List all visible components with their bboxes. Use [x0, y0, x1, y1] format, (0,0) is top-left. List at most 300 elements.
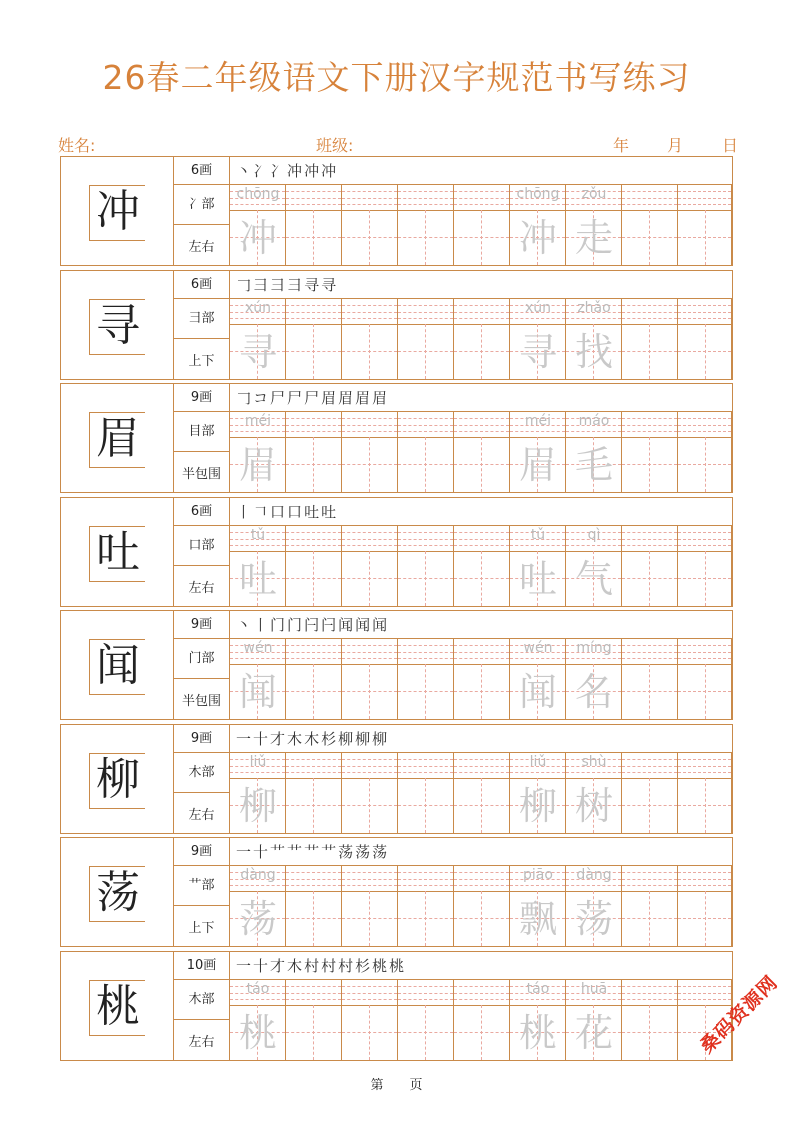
center-guide-h	[398, 1032, 453, 1033]
pinyin-guide-line	[622, 191, 677, 192]
pinyin-guide-line	[342, 652, 397, 653]
pinyin-guide-line	[286, 305, 341, 306]
pinyin-guide-line	[230, 431, 285, 432]
pinyin-guide-line	[398, 305, 453, 306]
radical: 门部	[174, 639, 230, 679]
grid-cell[interactable]	[510, 866, 566, 946]
grid-cell[interactable]	[566, 185, 622, 265]
stroke-step: 彐	[270, 276, 288, 294]
practice-row	[60, 837, 733, 947]
pinyin-guide-line	[454, 539, 509, 540]
stroke-step: 艹	[270, 843, 288, 861]
pinyin-guide-line	[286, 879, 341, 880]
grid-cell[interactable]	[678, 753, 732, 833]
center-guide-h	[454, 1032, 509, 1033]
stroke-step: 寻	[304, 276, 322, 294]
stroke-step: 柳	[338, 730, 356, 748]
pinyin-guide-line	[454, 305, 509, 306]
grid-cell[interactable]	[342, 639, 398, 719]
stroke-step: 尸	[287, 389, 305, 407]
stroke-count: 6画	[174, 271, 230, 299]
grid-cell[interactable]	[510, 753, 566, 833]
stroke-step: 村	[338, 957, 356, 975]
pinyin-guide-line	[678, 539, 731, 540]
watermark: 桑码资源网	[695, 971, 783, 1058]
pinyin-guide-line	[398, 885, 453, 886]
grid-cell[interactable]	[566, 299, 622, 379]
pinyin-guide-line	[678, 198, 731, 199]
pinyin-guide-line	[622, 532, 677, 533]
stroke-step: 桃	[372, 957, 390, 975]
grid-cell[interactable]	[454, 412, 510, 492]
stroke-step: 杉	[355, 957, 373, 975]
stroke-step: 荡	[372, 843, 390, 861]
grid-cell[interactable]	[230, 866, 286, 946]
grid-cell[interactable]	[566, 980, 622, 1060]
grid-cell[interactable]	[454, 526, 510, 606]
center-guide-h	[622, 1032, 677, 1033]
stroke-step: 十	[253, 730, 271, 748]
practice-row	[60, 270, 733, 380]
stroke-step: 彐	[287, 276, 305, 294]
pinyin-guide-line	[342, 658, 397, 659]
trace-char: 树	[574, 784, 613, 828]
main-char-cell	[61, 611, 174, 719]
main-char: 冲	[96, 186, 140, 237]
pinyin-guide-line	[398, 879, 453, 880]
trace-char: 柳	[238, 784, 277, 828]
grid-cell[interactable]	[510, 980, 566, 1060]
grid-cell[interactable]	[398, 412, 454, 492]
pinyin-guide-line	[342, 204, 397, 205]
pinyin-guide-line	[566, 999, 621, 1000]
stroke-order	[230, 384, 732, 412]
center-guide-h	[286, 918, 341, 919]
center-guide-h	[342, 805, 397, 806]
pinyin-guide-line	[678, 652, 731, 653]
center-guide-h	[398, 918, 453, 919]
pinyin: huā	[580, 981, 608, 997]
center-guide-h	[286, 691, 341, 692]
grid-cell[interactable]	[398, 639, 454, 719]
pinyin-guide-line	[622, 652, 677, 653]
center-guide-h	[454, 237, 509, 238]
pinyin-guide-line	[678, 425, 731, 426]
pinyin-guide-line	[622, 204, 677, 205]
main-char-cell	[61, 157, 174, 265]
radical: 口部	[174, 526, 230, 566]
pinyin-guide-line	[622, 885, 677, 886]
grid-cell[interactable]	[286, 412, 342, 492]
stroke-order	[230, 498, 732, 526]
stroke-step: 丨	[236, 503, 254, 521]
pinyin-guide-line	[342, 318, 397, 319]
pinyin-guide-line	[454, 885, 509, 886]
center-guide-h	[622, 351, 677, 352]
center-guide-h	[678, 691, 731, 692]
grid-cell[interactable]	[286, 753, 342, 833]
pinyin-guide-line	[566, 885, 621, 886]
center-guide-h	[286, 351, 341, 352]
pinyin-guide-line	[286, 872, 341, 873]
pinyin-guide-line	[678, 532, 731, 533]
grid-cell[interactable]	[286, 526, 342, 606]
pinyin-guide-line	[678, 305, 731, 306]
grid-cell[interactable]	[622, 980, 678, 1060]
grid-cell[interactable]	[566, 526, 622, 606]
pinyin-guide-line	[230, 885, 285, 886]
pinyin-guide-line	[286, 986, 341, 987]
pinyin-guide-line	[678, 191, 731, 192]
grid-cell[interactable]	[454, 980, 510, 1060]
grid-cell[interactable]	[230, 412, 286, 492]
grid-cell[interactable]	[398, 299, 454, 379]
pinyin-guide-line	[678, 312, 731, 313]
pinyin-guide-line	[342, 425, 397, 426]
pinyin-guide-line	[342, 431, 397, 432]
stroke-step: 眉	[321, 389, 339, 407]
stroke-order	[230, 838, 732, 866]
grid-cell[interactable]	[230, 299, 286, 379]
pinyin-guide-line	[622, 766, 677, 767]
pinyin-guide-line	[398, 986, 453, 987]
stroke-step: 冲	[287, 162, 305, 180]
pinyin-guide-line	[398, 993, 453, 994]
pinyin-guide-line	[398, 318, 453, 319]
stroke-step: 彐	[253, 276, 271, 294]
pinyin-guide-line	[398, 658, 453, 659]
pinyin-guide-line	[342, 191, 397, 192]
center-guide-h	[342, 351, 397, 352]
pinyin-guide-line	[454, 759, 509, 760]
center-guide-h	[454, 464, 509, 465]
trace-char: 闻	[238, 670, 277, 714]
center-guide-h	[398, 578, 453, 579]
grid-cell[interactable]	[342, 980, 398, 1060]
pinyin-guide-line	[286, 418, 341, 419]
trace-char: 荡	[574, 897, 613, 941]
grid-cell[interactable]	[622, 185, 678, 265]
grid-cell[interactable]	[230, 639, 286, 719]
stroke-count: 6画	[174, 498, 230, 526]
main-char-cell	[61, 498, 174, 606]
grid-cell[interactable]	[510, 299, 566, 379]
pinyin-guide-line	[342, 198, 397, 199]
structure: 左右	[174, 225, 230, 265]
stroke-step: 柳	[372, 730, 390, 748]
stroke-step: 门	[287, 616, 305, 634]
grid-cell[interactable]	[398, 526, 454, 606]
grid-cell[interactable]	[398, 980, 454, 1060]
pinyin-guide-line	[286, 885, 341, 886]
grid-cell[interactable]	[622, 412, 678, 492]
pinyin-guide-line	[678, 986, 731, 987]
trace-char: 冲	[518, 216, 557, 260]
grid-cell[interactable]	[678, 412, 732, 492]
pinyin-guide-line	[454, 872, 509, 873]
stroke-step: 冲	[304, 162, 322, 180]
grid-cell[interactable]	[622, 299, 678, 379]
pinyin-guide-line	[454, 312, 509, 313]
stroke-step: 寻	[321, 276, 339, 294]
practice-row	[60, 383, 733, 493]
writing-grid	[230, 412, 732, 492]
stroke-step: 冫	[253, 162, 271, 180]
pinyin-guide-line	[286, 204, 341, 205]
main-char: 寻	[96, 300, 140, 351]
grid-cell[interactable]	[230, 185, 286, 265]
pinyin-guide-line	[454, 198, 509, 199]
pinyin-guide-line	[230, 545, 285, 546]
trace-char: 荡	[238, 897, 277, 941]
grid-cell[interactable]	[622, 866, 678, 946]
pinyin: xún	[524, 300, 552, 316]
stroke-count: 9画	[174, 838, 230, 866]
pinyin-guide-line	[622, 425, 677, 426]
grid-cell[interactable]	[566, 866, 622, 946]
trace-char: 找	[574, 330, 613, 374]
stroke-step: 村	[321, 957, 339, 975]
stroke-step: 闩	[321, 616, 339, 634]
pinyin-guide-line	[622, 545, 677, 546]
pinyin-guide-line	[286, 312, 341, 313]
pinyin-guide-line	[678, 879, 731, 880]
pinyin-guide-line	[678, 759, 731, 760]
pinyin-guide-line	[566, 431, 621, 432]
pinyin-guide-line	[622, 318, 677, 319]
stroke-step: 门	[270, 616, 288, 634]
stroke-step: 才	[270, 730, 288, 748]
pinyin-guide-line	[342, 885, 397, 886]
grid-cell[interactable]	[454, 185, 510, 265]
pinyin-guide-line	[286, 645, 341, 646]
radical: 目部	[174, 412, 230, 452]
pinyin-guide-line	[342, 312, 397, 313]
pinyin-guide-line	[342, 545, 397, 546]
grid-cell[interactable]	[230, 980, 286, 1060]
center-guide-h	[678, 237, 731, 238]
center-guide-h	[398, 237, 453, 238]
stroke-order	[230, 271, 732, 299]
grid-cell[interactable]	[454, 639, 510, 719]
grid-cell[interactable]	[622, 526, 678, 606]
pinyin-guide-line	[510, 885, 565, 886]
grid-cell[interactable]	[230, 753, 286, 833]
writing-grid	[230, 639, 732, 719]
center-guide-h	[398, 805, 453, 806]
stroke-step: 木	[287, 730, 305, 748]
stroke-step: 十	[253, 843, 271, 861]
trace-char: 柳	[518, 784, 557, 828]
grid-cell[interactable]	[678, 185, 732, 265]
pinyin-guide-line	[622, 645, 677, 646]
trace-char: 飘	[518, 897, 557, 941]
stroke-step: 木	[287, 957, 305, 975]
pinyin-guide-line	[622, 312, 677, 313]
pinyin-guide-line	[510, 204, 565, 205]
stroke-step: 口	[270, 503, 288, 521]
trace-char: 吐	[518, 557, 557, 601]
grid-cell[interactable]	[566, 412, 622, 492]
pinyin-guide-line	[622, 999, 677, 1000]
pinyin-guide-line	[342, 645, 397, 646]
stroke-step: 柳	[355, 730, 373, 748]
pinyin-guide-line	[342, 772, 397, 773]
pinyin-guide-line	[622, 872, 677, 873]
pinyin-guide-line	[454, 645, 509, 646]
grid-cell[interactable]	[510, 185, 566, 265]
stroke-step: 冲	[321, 162, 339, 180]
stroke-step: 艹	[304, 843, 322, 861]
grid-cell[interactable]	[342, 412, 398, 492]
stroke-count: 9画	[174, 611, 230, 639]
pinyin-guide-line	[622, 759, 677, 760]
grid-cell[interactable]	[342, 866, 398, 946]
pinyin-guide-line	[286, 425, 341, 426]
grid-cell[interactable]	[454, 866, 510, 946]
stroke-step: 艹	[321, 843, 339, 861]
pinyin-guide-line	[622, 993, 677, 994]
trace-char: 名	[574, 670, 613, 714]
pinyin-guide-line	[286, 198, 341, 199]
pinyin: táo	[526, 981, 550, 997]
stroke-count: 10画	[174, 952, 230, 980]
pinyin-guide-line	[398, 766, 453, 767]
grid-cell[interactable]	[286, 639, 342, 719]
stroke-step: 荡	[338, 843, 356, 861]
stroke-count: 6画	[174, 157, 230, 185]
stroke-step: 𠃌	[236, 276, 254, 294]
pinyin-guide-line	[230, 999, 285, 1000]
grid-cell[interactable]	[678, 866, 732, 946]
center-guide-h	[398, 464, 453, 465]
trace-char: 桃	[238, 1011, 277, 1055]
grid-cell[interactable]	[342, 299, 398, 379]
stroke-step: 眉	[355, 389, 373, 407]
grid-cell[interactable]	[342, 753, 398, 833]
pinyin-guide-line	[342, 986, 397, 987]
grid-cell[interactable]	[286, 299, 342, 379]
main-char-cell	[61, 838, 174, 946]
writing-grid	[230, 753, 732, 833]
pinyin-guide-line	[454, 652, 509, 653]
grid-cell[interactable]	[342, 526, 398, 606]
grid-cell[interactable]	[678, 299, 732, 379]
pinyin-guide-line	[622, 431, 677, 432]
stroke-step: 尸	[304, 389, 322, 407]
pinyin: liǔ	[529, 754, 547, 770]
pinyin-guide-line	[342, 872, 397, 873]
grid-cell[interactable]	[398, 185, 454, 265]
center-guide-h	[678, 351, 731, 352]
pinyin: méi	[524, 413, 552, 429]
main-char: 闻	[96, 640, 140, 691]
center-guide-h	[454, 918, 509, 919]
pinyin: liǔ	[249, 754, 267, 770]
pinyin-guide-line	[454, 999, 509, 1000]
center-guide-h	[342, 691, 397, 692]
pinyin-guide-line	[454, 766, 509, 767]
pinyin-guide-line	[454, 204, 509, 205]
grid-cell[interactable]	[454, 299, 510, 379]
pinyin-guide-line	[398, 652, 453, 653]
trace-char: 眉	[238, 443, 277, 487]
pinyin-guide-line	[678, 318, 731, 319]
main-char: 桃	[96, 981, 140, 1032]
grid-cell[interactable]	[454, 753, 510, 833]
stroke-step: 冫	[270, 162, 288, 180]
pinyin-guide-line	[230, 204, 285, 205]
grid-cell[interactable]	[286, 185, 342, 265]
stroke-step: 吐	[304, 503, 322, 521]
radical: 冫部	[174, 185, 230, 225]
center-guide-h	[342, 464, 397, 465]
pinyin-guide-line	[510, 545, 565, 546]
grid-cell[interactable]	[510, 412, 566, 492]
grid-cell[interactable]	[678, 526, 732, 606]
grid-cell[interactable]	[230, 526, 286, 606]
pinyin-guide-line	[398, 872, 453, 873]
writing-grid	[230, 185, 732, 265]
pinyin-guide-line	[398, 418, 453, 419]
grid-cell[interactable]	[286, 866, 342, 946]
stroke-step: 艹	[287, 843, 305, 861]
grid-cell[interactable]	[566, 753, 622, 833]
writing-grid	[230, 299, 732, 379]
grid-cell[interactable]	[510, 639, 566, 719]
trace-char: 走	[574, 216, 613, 260]
grid-cell[interactable]	[566, 639, 622, 719]
grid-cell[interactable]	[510, 526, 566, 606]
pinyin-guide-line	[342, 418, 397, 419]
grid-cell[interactable]	[342, 185, 398, 265]
stroke-step: コ	[253, 389, 271, 407]
practice-row	[60, 497, 733, 607]
pinyin: wén	[243, 640, 273, 656]
pinyin-guide-line	[510, 318, 565, 319]
center-guide-h	[622, 237, 677, 238]
pinyin-guide-line	[454, 425, 509, 426]
grid-cell[interactable]	[622, 753, 678, 833]
grid-cell[interactable]	[622, 639, 678, 719]
stroke-step: 丶	[236, 616, 254, 634]
pinyin-guide-line	[566, 772, 621, 773]
trace-char: 桃	[518, 1011, 557, 1055]
pinyin-guide-line	[622, 986, 677, 987]
pinyin: shù	[581, 754, 607, 770]
practice-row	[60, 951, 733, 1061]
stroke-step: 桃	[389, 957, 407, 975]
center-guide-h	[678, 464, 731, 465]
center-guide-h	[342, 918, 397, 919]
pinyin: méi	[244, 413, 272, 429]
pinyin-guide-line	[622, 658, 677, 659]
month-label: 月	[667, 136, 684, 155]
main-char-cell	[61, 725, 174, 833]
pinyin-guide-line	[454, 993, 509, 994]
trace-char: 毛	[574, 443, 613, 487]
pinyin-guide-line	[286, 652, 341, 653]
grid-cell[interactable]	[398, 866, 454, 946]
pinyin-guide-line	[454, 986, 509, 987]
radical: 木部	[174, 980, 230, 1020]
grid-cell[interactable]	[678, 639, 732, 719]
grid-cell[interactable]	[398, 753, 454, 833]
pinyin-guide-line	[510, 999, 565, 1000]
pinyin-guide-line	[678, 885, 731, 886]
stroke-step: 杉	[321, 730, 339, 748]
grid-cell[interactable]	[286, 980, 342, 1060]
